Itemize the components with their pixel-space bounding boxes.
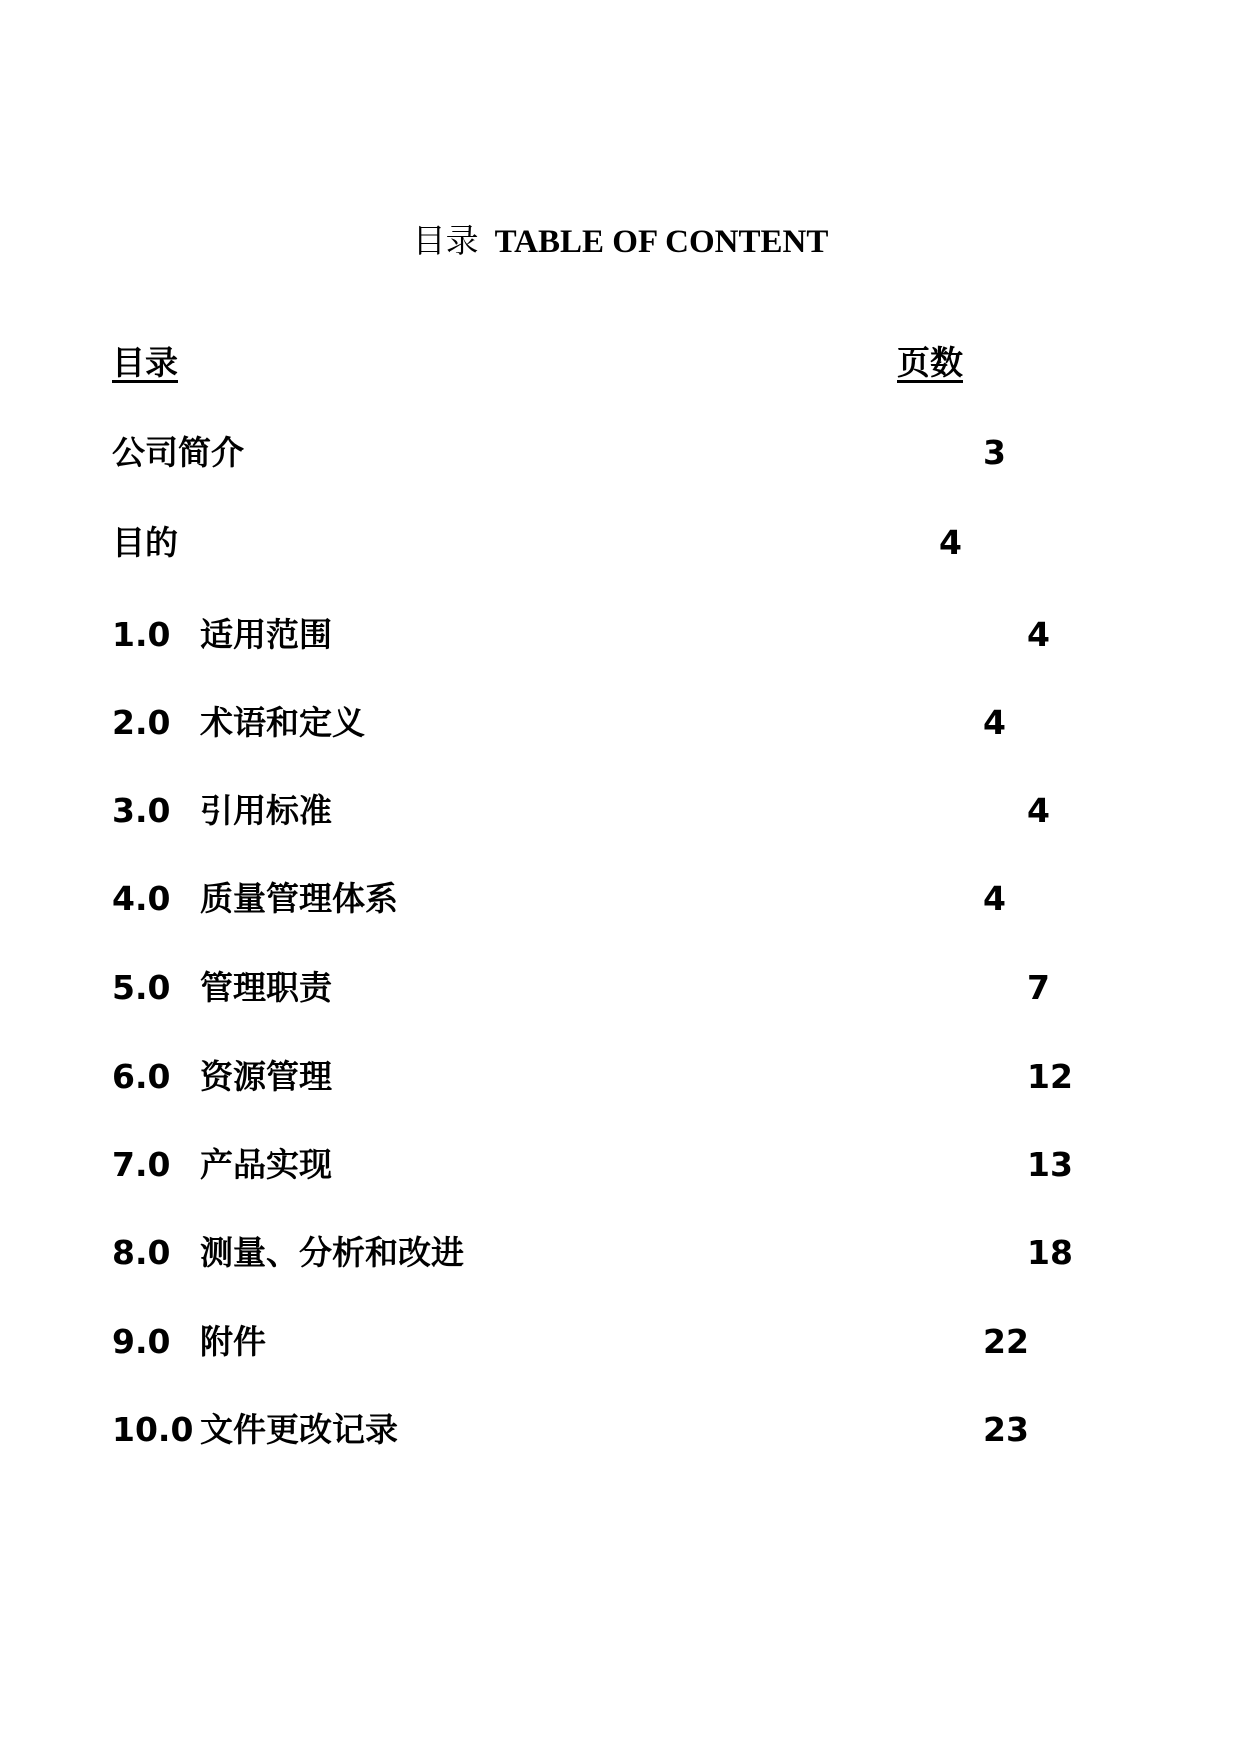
toc-entry-number: 4.0 xyxy=(112,879,171,918)
toc-entry-page: 12 xyxy=(1027,1057,1073,1096)
toc-entry-title: 文件更改记录 xyxy=(200,1410,398,1449)
toc-entry-title: 产品实现 xyxy=(200,1145,332,1184)
toc-entry-title: 管理职责 xyxy=(200,968,332,1007)
toc-entry[interactable] xyxy=(0,1406,1241,1454)
page-title-en: TABLE OF CONTENT xyxy=(494,224,829,260)
toc-entry-page: 4 xyxy=(939,523,962,562)
pages-column-header: 页数 xyxy=(897,343,963,382)
toc-entry-page: 3 xyxy=(983,433,1006,472)
toc-entry-page: 7 xyxy=(1027,968,1050,1007)
toc-entry-number: 1.0 xyxy=(112,615,171,654)
toc-entry[interactable] xyxy=(0,787,1241,835)
toc-entry-title: 测量、分析和改进 xyxy=(200,1233,464,1272)
toc-entry-number: 7.0 xyxy=(112,1145,171,1184)
toc-entry-title: 公司简介 xyxy=(112,433,244,472)
toc-entry[interactable] xyxy=(0,611,1241,659)
toc-entry-page: 4 xyxy=(1027,791,1050,830)
toc-entry[interactable] xyxy=(0,1053,1241,1101)
toc-entry-page: 18 xyxy=(1027,1233,1073,1272)
toc-entry[interactable] xyxy=(0,519,1241,567)
toc-entry-title: 引用标准 xyxy=(200,791,332,830)
toc-entry[interactable] xyxy=(0,429,1241,477)
toc-entry-number: 10.0 xyxy=(112,1410,194,1449)
toc-entry[interactable] xyxy=(0,1229,1241,1277)
toc-entry[interactable] xyxy=(0,1318,1241,1366)
toc-entry-title: 适用范围 xyxy=(200,615,332,654)
toc-entry[interactable] xyxy=(0,964,1241,1012)
page-title xyxy=(0,222,1241,262)
toc-entry-number: 6.0 xyxy=(112,1057,171,1096)
toc-entry-number: 2.0 xyxy=(112,703,171,742)
toc-entry-page: 4 xyxy=(983,703,1006,742)
toc-entry-title: 附件 xyxy=(200,1322,266,1361)
toc-entry-number: 8.0 xyxy=(112,1233,171,1272)
toc-entry-title: 目的 xyxy=(112,523,178,562)
toc-entry-page: 4 xyxy=(1027,615,1050,654)
contents-column-header: 目录 xyxy=(112,343,178,382)
toc-entry[interactable] xyxy=(0,875,1241,923)
toc-entry-number: 9.0 xyxy=(112,1322,171,1361)
toc-entry-page: 23 xyxy=(983,1410,1029,1449)
toc-entry-title: 资源管理 xyxy=(200,1057,332,1096)
toc-entry[interactable] xyxy=(0,1141,1241,1189)
toc-entry-title: 术语和定义 xyxy=(200,703,365,742)
toc-entry-page: 4 xyxy=(983,879,1006,918)
toc-entry-title: 质量管理体系 xyxy=(200,879,398,918)
toc-entry-page: 13 xyxy=(1027,1145,1073,1184)
toc-entry[interactable] xyxy=(0,699,1241,747)
page-title-cn: 目录 xyxy=(412,224,479,260)
toc-entry-number: 3.0 xyxy=(112,791,171,830)
toc-entry-number: 5.0 xyxy=(112,968,171,1007)
toc-entry-page: 22 xyxy=(983,1322,1029,1361)
